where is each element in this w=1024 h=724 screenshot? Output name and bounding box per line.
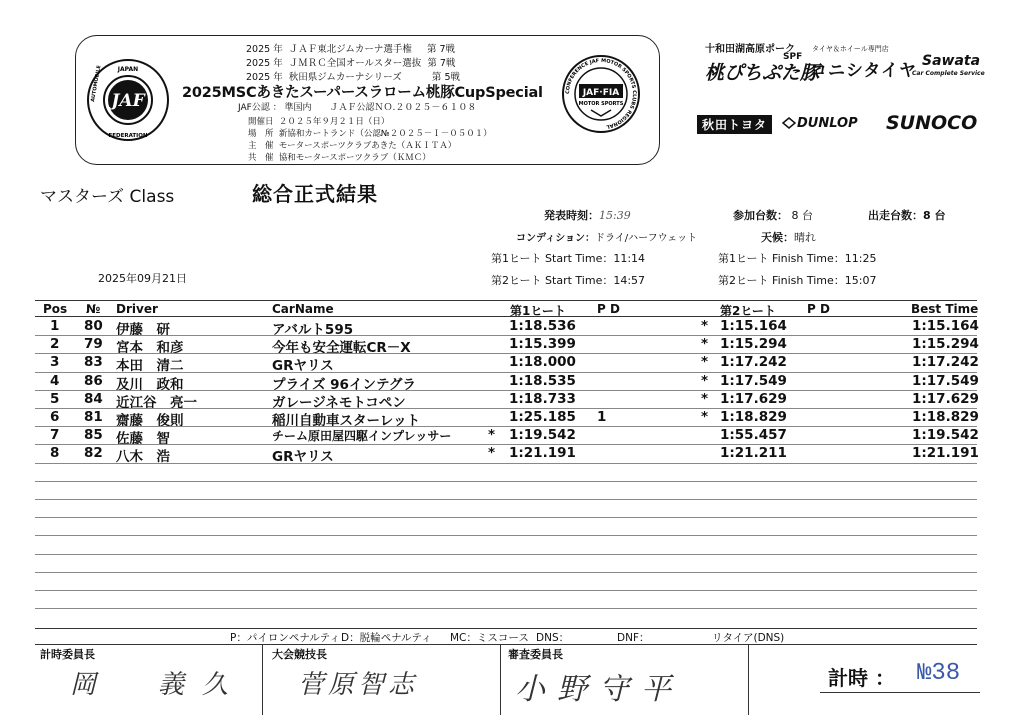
steward-signature: 小野守平 [515, 672, 683, 707]
event-title: 2025MSCあきたスーパースラローム桃豚CupSpecial [182, 85, 543, 101]
row-driver: 本田 清二 [116, 358, 184, 375]
announce-time: 発表時刻：15:39 [544, 209, 631, 222]
row-car-name: チーム原田屋四駆インプレッサー [272, 429, 452, 444]
row-best-time: 1:21.191 [912, 445, 979, 462]
table-row-rule [35, 590, 977, 591]
col-pd2: P D [807, 302, 830, 316]
row-driver: 八木 浩 [116, 449, 170, 466]
sponsor-sawata: Sawata [922, 53, 981, 69]
row-heat1-best-mark: * [488, 445, 496, 462]
sponsor-dunlop: DUNLOP [797, 116, 858, 131]
row-heat2-best-mark: * [701, 372, 709, 389]
svg-text:CONFERENCE JAF MOTOR SPORTS CL: CONFERENCE JAF MOTOR SPORTS CLUBS REGIONAL [564, 57, 638, 130]
col-heat1: 第1ヒート [510, 304, 566, 318]
row-driver: 宮本 和彦 [116, 340, 184, 357]
table-header-rule [35, 316, 977, 317]
sponsor-sunoco: SUNOCO [886, 112, 978, 134]
row-car-number: 82 [84, 445, 103, 462]
row-pos: 5 [50, 390, 60, 407]
row-best-time: 1:17.629 [912, 390, 979, 407]
table-top-rule [35, 300, 977, 301]
svg-text:MOTOR SPORTS: MOTOR SPORTS [578, 101, 624, 107]
row-car-number: 86 [84, 372, 103, 389]
row-car-name: ガレージネモトコペン [272, 394, 406, 411]
row-driver: 近江谷 亮一 [116, 394, 197, 411]
row-car-number: 79 [84, 336, 103, 353]
row-driver: 齋藤 俊則 [116, 413, 184, 429]
row-best-time: 1:18.829 [912, 409, 979, 425]
legend-pylon: P：パイロンペナルティ [230, 632, 340, 644]
row-heat1-time: 1:25.185 [509, 409, 576, 425]
row-heat1-time: 1:18.535 [509, 372, 576, 389]
col-best: Best Time [911, 302, 979, 316]
row-driver: 佐藤 智 [116, 431, 170, 448]
row-heat2-time: 1:15.164 [720, 318, 787, 334]
row-heat1-time: 1:19.542 [509, 427, 576, 444]
timing-number-stamp: №38 [917, 660, 961, 687]
row-car-name: プライズ 96インテグラ [272, 376, 416, 393]
clerk-of-course-label: 大会競技長 [272, 648, 327, 661]
row-heat2-best-mark: * [701, 409, 709, 425]
table-row-rule [35, 390, 977, 391]
svg-text:JAPAN: JAPAN [117, 66, 139, 73]
weather: 天候：晴れ [761, 231, 816, 244]
row-car-name: 今年も安全運転CR－X [272, 340, 411, 357]
row-heat1-time: 1:15.399 [509, 336, 576, 353]
sponsor-pork-small: 十和田湖高原ポーク [705, 44, 795, 55]
legend-bottom-rule [35, 644, 977, 645]
col-heat2: 第2ヒート [720, 304, 776, 318]
heat2-start: 第2ヒート Start Time：14:57 [491, 274, 646, 287]
svg-text:AUTOMOBILE: AUTOMOBILE [90, 64, 103, 103]
sig-divider-1 [262, 645, 263, 715]
steward-label: 審査委員長 [508, 648, 563, 661]
table-row-rule [35, 535, 977, 536]
jaf-fia-emblem-icon [561, 54, 641, 134]
row-pos: 4 [50, 372, 60, 389]
table-row-rule [35, 408, 977, 409]
entries-count: 参加台数： 8 台 [733, 209, 813, 222]
row-best-time: 1:17.549 [912, 372, 979, 389]
row-heat2-best-mark: * [701, 354, 709, 371]
table-row-rule [35, 372, 977, 373]
row-heat1-time: 1:18.536 [509, 318, 576, 334]
row-car-number: 83 [84, 354, 103, 371]
legend-retire: リタイア(DNS) [712, 632, 785, 644]
row-heat2-time: 1:17.242 [720, 354, 787, 371]
row-pos: 2 [50, 336, 60, 353]
heat1-start: 第1ヒート Start Time：11:14 [491, 252, 646, 265]
series-line-3: 2025 年 秋田県ジムカーナシリーズ 第 5戦 [246, 72, 460, 83]
row-best-time: 1:17.242 [912, 354, 979, 371]
sponsor-pork-brand: 桃ぴちぷた豚 [705, 62, 820, 84]
series-line-2: 2025 年 ＪＭＲＣ全国オールスター選抜 第 7戦 [246, 58, 456, 69]
document-title: 総合正式結果 [252, 182, 378, 206]
sponsor-tire-small: タイヤ＆ホイール専門店 [812, 45, 889, 53]
table-row-rule [35, 481, 977, 482]
timing-chief-label: 計時委員長 [40, 648, 95, 661]
row-car-name: GRヤリス [272, 358, 334, 375]
row-car-number: 85 [84, 427, 103, 444]
row-pos: 8 [50, 445, 60, 462]
col-no: № [86, 302, 101, 316]
row-car-number: 81 [84, 409, 103, 425]
row-heat1-best-mark: * [488, 427, 496, 444]
event-date: 2025年09月21日 [98, 272, 187, 285]
table-row-rule [35, 608, 977, 609]
table-row-rule [35, 572, 977, 573]
table-row-rule [35, 554, 977, 555]
detail-date: 開催日 ２０２５年９月２１日（日） [248, 117, 390, 127]
heat1-finish: 第1ヒート Finish Time：11:25 [718, 252, 877, 265]
row-car-name: GRヤリス [272, 449, 334, 466]
jaf-emblem-icon [86, 58, 170, 142]
svg-text:FEDERATION: FEDERATION [108, 133, 148, 139]
row-best-time: 1:15.294 [912, 336, 979, 353]
legend-dns: DNS： [536, 632, 570, 644]
row-heat2-time: 1:17.549 [720, 372, 787, 389]
sponsor-akita-toyota: 秋田トヨタ [697, 115, 772, 134]
row-heat2-time: 1:17.629 [720, 390, 787, 407]
row-car-name: 稲川自動車スターレット [272, 413, 421, 429]
table-row-rule [35, 353, 977, 354]
table-row-rule [35, 463, 977, 464]
track-condition: コンディション：ドライ/ハーフウェット [516, 233, 698, 244]
timing-chief-signature: 岡 義久 [70, 670, 247, 700]
row-heat1-time: 1:18.733 [509, 390, 576, 407]
event-header-box [75, 35, 660, 165]
table-row-rule [35, 426, 977, 427]
timing-number-label: 計時 ： [828, 666, 895, 690]
legend-derail: D：脱輪ペナルティ [341, 632, 432, 644]
row-heat1-time: 1:18.000 [509, 354, 576, 371]
class-label: マスターズ Class [40, 187, 175, 207]
detail-venue: 場 所 新協和カートランド（公認№２０２５－Ｉ－０５０１） [248, 129, 492, 139]
row-best-time: 1:19.542 [912, 427, 979, 444]
table-row-rule [35, 499, 977, 500]
row-heat1-pd: 1 [597, 409, 607, 425]
row-car-name: アバルト595 [272, 322, 354, 338]
detail-organizer: 主 催 モータースポーツクラブあきた（ＡＫＩＴＡ） [248, 141, 457, 151]
row-pos: 6 [50, 409, 60, 425]
legend-top-rule [35, 628, 977, 629]
row-pos: 7 [50, 427, 60, 444]
sponsor-sawata-sub: Car Complete Service [912, 70, 985, 77]
announce-time-handwritten: 15:39 [599, 209, 631, 222]
legend-dnf: DNF： [617, 632, 650, 644]
col-pd1: P D [597, 302, 620, 316]
row-driver: 伊藤 研 [116, 322, 170, 338]
table-row-rule [35, 517, 977, 518]
row-pos: 1 [50, 318, 60, 334]
row-heat2-time: 1:18.829 [720, 409, 787, 425]
sponsor-tire-brand: コニシタイヤ [810, 61, 917, 81]
sponsor-pork-spf: SPF [783, 52, 803, 62]
legend-miscourse: MC：ミスコース [450, 632, 529, 644]
row-heat2-time: 1:15.294 [720, 336, 787, 353]
row-heat2-time: 1:21.211 [720, 445, 787, 462]
detail-co-organizer: 共 催 協和モータースポーツクラブ（ＫＭＣ） [248, 153, 431, 163]
row-car-number: 80 [84, 318, 103, 334]
timing-number-underline [820, 692, 980, 693]
row-heat2-best-mark: * [701, 318, 709, 334]
row-heat2-best-mark: * [701, 336, 709, 353]
dunlop-logo-icon [782, 117, 796, 129]
series-line-1: 2025 年 ＪＡＦ東北ジムカーナ選手権 第 7戦 [246, 44, 456, 55]
col-pos: Pos [43, 302, 68, 316]
heat2-finish: 第2ヒート Finish Time：15:07 [718, 274, 877, 287]
row-car-number: 84 [84, 390, 103, 407]
svg-text:JAF·FIA: JAF·FIA [582, 88, 620, 98]
col-carname: CarName [272, 302, 334, 316]
sig-divider-2 [500, 645, 501, 715]
sig-divider-3 [748, 645, 749, 715]
clerk-of-course-signature: 菅原智志 [298, 670, 419, 700]
row-pos: 3 [50, 354, 60, 371]
row-heat1-time: 1:21.191 [509, 445, 576, 462]
table-row-rule [35, 335, 977, 336]
svg-text:JAF: JAF [111, 91, 145, 111]
starters-count: 出走台数：8 台 [868, 209, 946, 222]
row-heat2-time: 1:55.457 [720, 427, 787, 444]
row-best-time: 1:15.164 [912, 318, 979, 334]
jaf-permit: JAF公認 ： 準国内 ＪＡＦ公認ＮＯ.２０２５－６１０８ [238, 103, 477, 113]
table-row-rule [35, 444, 977, 445]
row-heat2-best-mark: * [701, 390, 709, 407]
row-driver: 及川 政和 [116, 376, 184, 393]
col-driver: Driver [116, 302, 158, 316]
